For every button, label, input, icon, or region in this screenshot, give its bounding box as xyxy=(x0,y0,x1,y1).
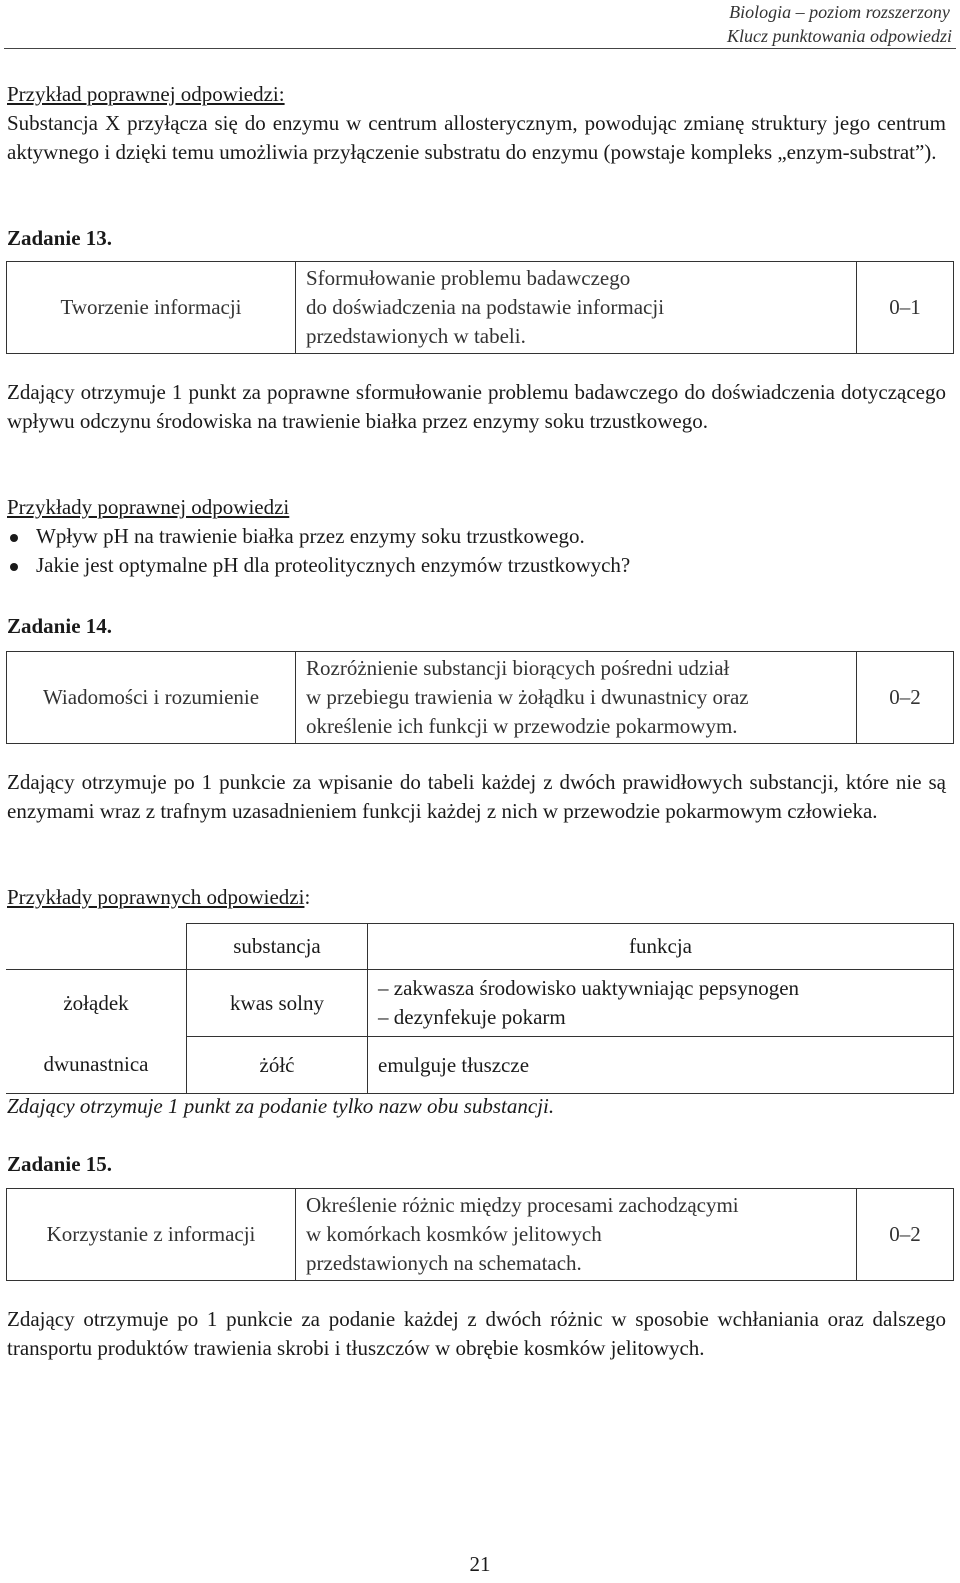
task-15-requirements-table xyxy=(6,1188,954,1281)
task-14-requirement-line-1: Rozróżnienie substancji biorących pośredni udział xyxy=(306,656,730,680)
task-13-requirement xyxy=(296,262,857,354)
task-14-heading: Zadanie 14. xyxy=(7,614,113,638)
task-14-criteria: Zdający otrzymuje po 1 punkcie za wpisanie do tabeli każdej z dwóch prawidłowych substancji, które nie są enzymami wraz z trafnym uzasadnieniem funkcji każdej z nich w przewodzie pokarmowym człowieka. xyxy=(7,770,946,823)
answer-table-organ: żołądek xyxy=(6,970,187,1037)
answer-table-header-substance: substancja xyxy=(187,924,368,970)
list-item: Jakie jest optymalne pH dla proteolitycznych enzymów trzustkowych? xyxy=(7,551,946,580)
example-answer-section xyxy=(7,80,946,167)
task-13-requirement-line-2: do doświadczenia na podstawie informacji xyxy=(306,295,665,319)
task-13-examples-label: Przykłady poprawnej odpowiedzi xyxy=(7,495,290,519)
task-15-requirement-line-1: Określenie różnic między procesami zachodzącymi xyxy=(306,1193,739,1217)
example-answer-label: Przykład poprawnej odpowiedzi: xyxy=(7,82,285,106)
task-15-requirement-line-2: w komórkach kosmków jelitowych xyxy=(306,1222,602,1246)
answer-table-function-line: – dezynfekuje pokarm xyxy=(378,1005,566,1029)
header-subject: Biologia – poziom rozszerzony xyxy=(729,2,950,22)
task-13-requirements-table xyxy=(6,261,954,354)
page-header xyxy=(727,0,952,48)
task-13-requirement-line-3: przedstawionych w tabeli. xyxy=(306,324,526,348)
task-13-skill: Tworzenie informacji xyxy=(7,262,296,354)
answer-table-corner xyxy=(6,924,187,970)
page-number: 21 xyxy=(469,1552,491,1576)
task-14-answer-table xyxy=(6,923,954,1094)
header-divider xyxy=(4,48,956,49)
header-document-title: Klucz punktowania odpowiedzi xyxy=(727,26,952,46)
task-14-requirement-line-2: w przebiegu trawienia w żołądku i dwunastnicy oraz xyxy=(306,685,749,709)
task-14-requirement xyxy=(296,652,857,744)
task-15-score: 0–2 xyxy=(857,1189,954,1281)
example-answer-text: Substancja X przyłącza się do enzymu w centrum allosterycznym, powodując zmianę struktury jego centrum aktywnego i dzięki temu umożliwia przyłączenie substratu do enzymu (powstaje kompleks „enzym-substrat”). xyxy=(7,111,946,164)
task-14-note: Zdający otrzymuje 1 punkt za podanie tylko nazw obu substancji. xyxy=(7,1094,555,1118)
answer-table-function xyxy=(368,970,954,1037)
task-13-examples-list xyxy=(7,522,946,580)
answer-table-substance: kwas solny xyxy=(187,970,368,1037)
task-15-skill: Korzystanie z informacji xyxy=(7,1189,296,1281)
task-14-skill: Wiadomości i rozumienie xyxy=(7,652,296,744)
task-13-requirement-line-1: Sformułowanie problemu badawczego xyxy=(306,266,631,290)
list-item: Wpływ pH na trawienie białka przez enzymy soku trzustkowego. xyxy=(7,522,946,551)
task-14-requirements-table xyxy=(6,651,954,744)
answer-table-substance: żółć xyxy=(187,1037,368,1094)
task-13-score: 0–1 xyxy=(857,262,954,354)
answer-table-organ: dwunastnica xyxy=(6,1037,187,1094)
task-15-requirement xyxy=(296,1189,857,1281)
task-15-requirement-line-3: przedstawionych na schematach. xyxy=(306,1251,582,1275)
task-14-requirement-line-3: określenie ich funkcji w przewodzie pokarmowym. xyxy=(306,714,738,738)
task-14-examples-label-line xyxy=(7,883,946,912)
answer-table-function: emulguje tłuszcze xyxy=(368,1037,954,1094)
task-13-examples xyxy=(7,493,946,580)
task-14-score: 0–2 xyxy=(857,652,954,744)
answer-table-header-function: funkcja xyxy=(368,924,954,970)
task-15-heading: Zadanie 15. xyxy=(7,1152,113,1176)
task-14-examples-label-colon: : xyxy=(304,885,311,909)
task-13-heading: Zadanie 13. xyxy=(7,226,113,250)
task-15-criteria: Zdający otrzymuje po 1 punkcie za podanie każdej z dwóch różnic w sposobie wchłaniania oraz dalszego transportu produktów trawienia skrobi i tłuszczów w obrębie kosmków jelitowych. xyxy=(7,1307,946,1360)
answer-table-function-line: – zakwasza środowisko uaktywniając pepsynogen xyxy=(378,976,800,1000)
task-13-criteria: Zdający otrzymuje 1 punkt za poprawne sformułowanie problemu badawczego do doświadczenia dotyczącego wpływu odczynu środowiska na trawienie białka przez enzymy soku trzustkowego. xyxy=(7,380,946,433)
task-14-examples-label: Przykłady poprawnych odpowiedzi xyxy=(7,885,305,909)
